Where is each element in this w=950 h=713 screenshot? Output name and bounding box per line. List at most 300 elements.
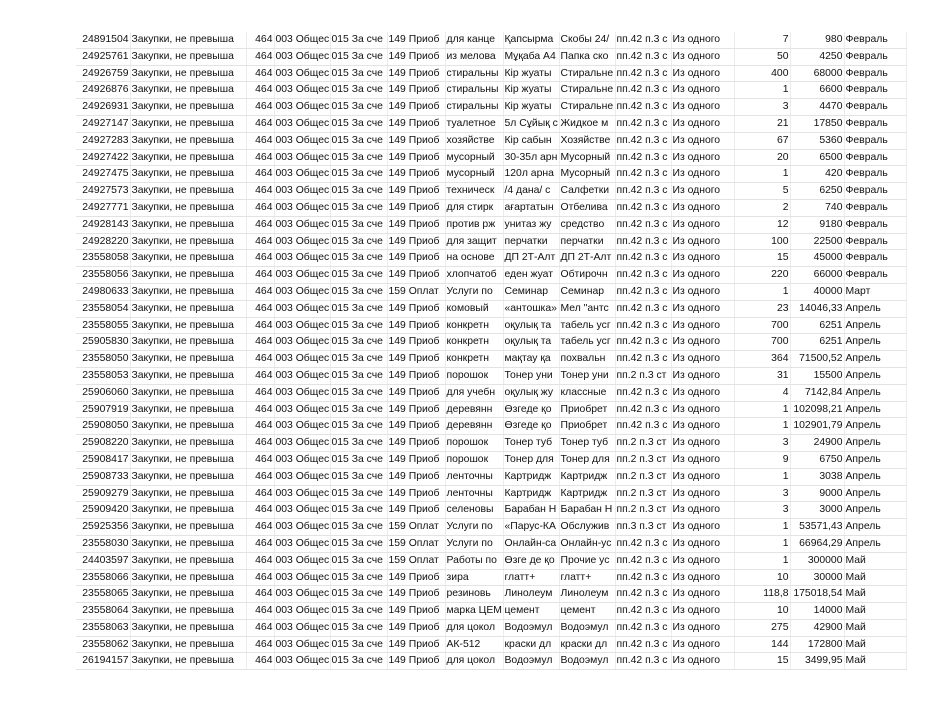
- org-cell[interactable]: 003 Общес: [274, 166, 330, 183]
- name-ru-cell[interactable]: Тонер для: [559, 451, 615, 468]
- purpose-cell[interactable]: порошок: [445, 451, 503, 468]
- name-kz-cell[interactable]: Тонер уни: [503, 367, 559, 384]
- purpose-cell[interactable]: Работы по: [445, 552, 503, 569]
- name-kz-cell[interactable]: 120л арна: [503, 166, 559, 183]
- month-cell[interactable]: Май: [844, 619, 906, 636]
- fund-cell[interactable]: 015 За сче: [330, 619, 387, 636]
- purpose-cell[interactable]: туалетное: [445, 115, 503, 132]
- code-cell[interactable]: 464: [246, 401, 274, 418]
- code-cell[interactable]: 464: [246, 149, 274, 166]
- code-cell[interactable]: 464: [246, 334, 274, 351]
- fund-cell[interactable]: 015 За сче: [330, 418, 387, 435]
- id-cell[interactable]: 23558050: [76, 351, 130, 368]
- code-cell[interactable]: 464: [246, 32, 274, 48]
- code-cell[interactable]: 464: [246, 115, 274, 132]
- legal-basis-cell[interactable]: пп.42 п.3 с: [615, 535, 671, 552]
- legal-basis-cell[interactable]: пп.42 п.3 с: [615, 586, 671, 603]
- id-cell[interactable]: 24926876: [76, 82, 130, 99]
- legal-basis-cell[interactable]: пп.42 п.3 с: [615, 233, 671, 250]
- quantity-cell[interactable]: 1: [734, 401, 790, 418]
- name-kz-cell[interactable]: Картридж: [503, 485, 559, 502]
- procurement-method-cell[interactable]: Закупки, не превыша: [130, 283, 246, 300]
- article-cell[interactable]: 149 Приоб: [387, 115, 445, 132]
- article-cell[interactable]: 149 Приоб: [387, 636, 445, 653]
- quantity-cell[interactable]: 15: [734, 250, 790, 267]
- source-cell[interactable]: Из одного: [671, 166, 734, 183]
- name-ru-cell[interactable]: цемент: [559, 603, 615, 620]
- fund-cell[interactable]: 015 За сче: [330, 351, 387, 368]
- name-kz-cell[interactable]: унитаз жу: [503, 216, 559, 233]
- month-cell[interactable]: Февраль: [844, 99, 906, 116]
- source-cell[interactable]: Из одного: [671, 267, 734, 284]
- source-cell[interactable]: Из одного: [671, 317, 734, 334]
- code-cell[interactable]: 464: [246, 132, 274, 149]
- procurement-method-cell[interactable]: Закупки, не превыша: [130, 183, 246, 200]
- purpose-cell[interactable]: конкретн: [445, 334, 503, 351]
- procurement-method-cell[interactable]: Закупки, не превыша: [130, 418, 246, 435]
- quantity-cell[interactable]: 3: [734, 435, 790, 452]
- amount-cell[interactable]: 6250: [790, 183, 844, 200]
- fund-cell[interactable]: 015 За сче: [330, 82, 387, 99]
- code-cell[interactable]: 464: [246, 250, 274, 267]
- legal-basis-cell[interactable]: пп.42 п.3 с: [615, 334, 671, 351]
- code-cell[interactable]: 464: [246, 267, 274, 284]
- quantity-cell[interactable]: 364: [734, 351, 790, 368]
- quantity-cell[interactable]: 3: [734, 485, 790, 502]
- purpose-cell[interactable]: конкретн: [445, 317, 503, 334]
- legal-basis-cell[interactable]: пп.42 п.3 с: [615, 569, 671, 586]
- month-cell[interactable]: Май: [844, 653, 906, 670]
- quantity-cell[interactable]: 7: [734, 32, 790, 48]
- purpose-cell[interactable]: техническ: [445, 183, 503, 200]
- amount-cell[interactable]: 24900: [790, 435, 844, 452]
- name-kz-cell[interactable]: 30-35л арн: [503, 149, 559, 166]
- purpose-cell[interactable]: против рж: [445, 216, 503, 233]
- name-ru-cell[interactable]: Семинар: [559, 283, 615, 300]
- month-cell[interactable]: Апрель: [844, 435, 906, 452]
- code-cell[interactable]: 464: [246, 233, 274, 250]
- purpose-cell[interactable]: конкретн: [445, 351, 503, 368]
- article-cell[interactable]: 149 Приоб: [387, 351, 445, 368]
- name-kz-cell[interactable]: 5л Сұйық с: [503, 115, 559, 132]
- legal-basis-cell[interactable]: пп.42 п.3 с: [615, 65, 671, 82]
- source-cell[interactable]: Из одного: [671, 65, 734, 82]
- id-cell[interactable]: 25908050: [76, 418, 130, 435]
- org-cell[interactable]: 003 Общес: [274, 485, 330, 502]
- amount-cell[interactable]: 420: [790, 166, 844, 183]
- article-cell[interactable]: 149 Приоб: [387, 401, 445, 418]
- org-cell[interactable]: 003 Общес: [274, 183, 330, 200]
- id-cell[interactable]: 24928220: [76, 233, 130, 250]
- fund-cell[interactable]: 015 За сче: [330, 149, 387, 166]
- month-cell[interactable]: Апрель: [844, 384, 906, 401]
- id-cell[interactable]: 23558066: [76, 569, 130, 586]
- legal-basis-cell[interactable]: пп.42 п.3 с: [615, 132, 671, 149]
- procurement-method-cell[interactable]: Закупки, не превыша: [130, 435, 246, 452]
- name-ru-cell[interactable]: Папка ско: [559, 48, 615, 65]
- amount-cell[interactable]: 17850: [790, 115, 844, 132]
- id-cell[interactable]: 23558030: [76, 535, 130, 552]
- amount-cell[interactable]: 4250: [790, 48, 844, 65]
- fund-cell[interactable]: 015 За сче: [330, 65, 387, 82]
- name-kz-cell[interactable]: оқулық та: [503, 317, 559, 334]
- legal-basis-cell[interactable]: пп.42 п.3 с: [615, 32, 671, 48]
- purpose-cell[interactable]: комовый: [445, 300, 503, 317]
- id-cell[interactable]: 25909279: [76, 485, 130, 502]
- name-kz-cell[interactable]: Кір жуаты: [503, 82, 559, 99]
- id-cell[interactable]: 25925356: [76, 519, 130, 536]
- name-ru-cell[interactable]: Прочие ус: [559, 552, 615, 569]
- id-cell[interactable]: 25908220: [76, 435, 130, 452]
- name-ru-cell[interactable]: Стиральне: [559, 82, 615, 99]
- code-cell[interactable]: 464: [246, 552, 274, 569]
- purpose-cell[interactable]: для учебн: [445, 384, 503, 401]
- quantity-cell[interactable]: 50: [734, 48, 790, 65]
- org-cell[interactable]: 003 Общес: [274, 317, 330, 334]
- name-kz-cell[interactable]: Өзгеде қо: [503, 418, 559, 435]
- id-cell[interactable]: 24891504: [76, 32, 130, 48]
- amount-cell[interactable]: 71500,52: [790, 351, 844, 368]
- legal-basis-cell[interactable]: пп.42 п.3 с: [615, 48, 671, 65]
- amount-cell[interactable]: 6600: [790, 82, 844, 99]
- name-ru-cell[interactable]: Мусорный: [559, 166, 615, 183]
- id-cell[interactable]: 23558065: [76, 586, 130, 603]
- name-ru-cell[interactable]: Водоэмул: [559, 653, 615, 670]
- name-ru-cell[interactable]: ДП 2Т-Алт: [559, 250, 615, 267]
- org-cell[interactable]: 003 Общес: [274, 351, 330, 368]
- quantity-cell[interactable]: 15: [734, 653, 790, 670]
- purpose-cell[interactable]: деревянн: [445, 418, 503, 435]
- code-cell[interactable]: 464: [246, 183, 274, 200]
- procurement-method-cell[interactable]: Закупки, не превыша: [130, 267, 246, 284]
- amount-cell[interactable]: 66964,29: [790, 535, 844, 552]
- source-cell[interactable]: Из одного: [671, 636, 734, 653]
- procurement-method-cell[interactable]: Закупки, не превыша: [130, 65, 246, 82]
- name-ru-cell[interactable]: табель усг: [559, 317, 615, 334]
- source-cell[interactable]: Из одного: [671, 418, 734, 435]
- source-cell[interactable]: Из одного: [671, 283, 734, 300]
- month-cell[interactable]: Февраль: [844, 65, 906, 82]
- fund-cell[interactable]: 015 За сче: [330, 451, 387, 468]
- fund-cell[interactable]: 015 За сче: [330, 384, 387, 401]
- article-cell[interactable]: 149 Приоб: [387, 32, 445, 48]
- legal-basis-cell[interactable]: пп.42 п.3 с: [615, 166, 671, 183]
- id-cell[interactable]: 24927573: [76, 183, 130, 200]
- quantity-cell[interactable]: 3: [734, 502, 790, 519]
- month-cell[interactable]: Апрель: [844, 451, 906, 468]
- month-cell[interactable]: Февраль: [844, 32, 906, 48]
- month-cell[interactable]: Февраль: [844, 132, 906, 149]
- fund-cell[interactable]: 015 За сче: [330, 317, 387, 334]
- org-cell[interactable]: 003 Общес: [274, 300, 330, 317]
- name-kz-cell[interactable]: Өзгеде қо: [503, 401, 559, 418]
- fund-cell[interactable]: 015 За сче: [330, 603, 387, 620]
- source-cell[interactable]: Из одного: [671, 132, 734, 149]
- legal-basis-cell[interactable]: пп.42 п.3 с: [615, 183, 671, 200]
- article-cell[interactable]: 159 Оплат: [387, 535, 445, 552]
- id-cell[interactable]: 26194157: [76, 653, 130, 670]
- article-cell[interactable]: 149 Приоб: [387, 267, 445, 284]
- id-cell[interactable]: 25905830: [76, 334, 130, 351]
- name-ru-cell[interactable]: Тонер туб: [559, 435, 615, 452]
- fund-cell[interactable]: 015 За сче: [330, 216, 387, 233]
- quantity-cell[interactable]: 4: [734, 384, 790, 401]
- org-cell[interactable]: 003 Общес: [274, 435, 330, 452]
- quantity-cell[interactable]: 1: [734, 519, 790, 536]
- name-ru-cell[interactable]: Стиральне: [559, 65, 615, 82]
- org-cell[interactable]: 003 Общес: [274, 619, 330, 636]
- id-cell[interactable]: 24926759: [76, 65, 130, 82]
- source-cell[interactable]: Из одного: [671, 485, 734, 502]
- source-cell[interactable]: Из одного: [671, 183, 734, 200]
- name-ru-cell[interactable]: Картридж: [559, 468, 615, 485]
- org-cell[interactable]: 003 Общес: [274, 418, 330, 435]
- article-cell[interactable]: 149 Приоб: [387, 149, 445, 166]
- article-cell[interactable]: 149 Приоб: [387, 619, 445, 636]
- code-cell[interactable]: 464: [246, 435, 274, 452]
- name-ru-cell[interactable]: Обслужив: [559, 519, 615, 536]
- procurement-method-cell[interactable]: Закупки, не превыша: [130, 485, 246, 502]
- code-cell[interactable]: 464: [246, 82, 274, 99]
- name-ru-cell[interactable]: Приобрет: [559, 401, 615, 418]
- org-cell[interactable]: 003 Общес: [274, 115, 330, 132]
- org-cell[interactable]: 003 Общес: [274, 451, 330, 468]
- amount-cell[interactable]: 3499,95: [790, 653, 844, 670]
- name-ru-cell[interactable]: Хозяйстве: [559, 132, 615, 149]
- name-ru-cell[interactable]: перчатки: [559, 233, 615, 250]
- month-cell[interactable]: Апрель: [844, 367, 906, 384]
- name-ru-cell[interactable]: классные: [559, 384, 615, 401]
- legal-basis-cell[interactable]: пп.2 п.3 ст: [615, 435, 671, 452]
- name-ru-cell[interactable]: Скобы 24/: [559, 32, 615, 48]
- code-cell[interactable]: 464: [246, 166, 274, 183]
- legal-basis-cell[interactable]: пп.42 п.3 с: [615, 401, 671, 418]
- name-kz-cell[interactable]: Линолеум: [503, 586, 559, 603]
- fund-cell[interactable]: 015 За сче: [330, 334, 387, 351]
- legal-basis-cell[interactable]: пп.2 п.3 ст: [615, 468, 671, 485]
- name-kz-cell[interactable]: мақтау қа: [503, 351, 559, 368]
- quantity-cell[interactable]: 10: [734, 603, 790, 620]
- org-cell[interactable]: 003 Общес: [274, 334, 330, 351]
- id-cell[interactable]: 25906060: [76, 384, 130, 401]
- org-cell[interactable]: 003 Общес: [274, 65, 330, 82]
- procurement-method-cell[interactable]: Закупки, не превыша: [130, 115, 246, 132]
- id-cell[interactable]: 25908417: [76, 451, 130, 468]
- code-cell[interactable]: 464: [246, 300, 274, 317]
- quantity-cell[interactable]: 220: [734, 267, 790, 284]
- source-cell[interactable]: Из одного: [671, 300, 734, 317]
- id-cell[interactable]: 24927771: [76, 199, 130, 216]
- code-cell[interactable]: 464: [246, 384, 274, 401]
- article-cell[interactable]: 159 Оплат: [387, 519, 445, 536]
- source-cell[interactable]: Из одного: [671, 82, 734, 99]
- id-cell[interactable]: 24927475: [76, 166, 130, 183]
- source-cell[interactable]: Из одного: [671, 233, 734, 250]
- id-cell[interactable]: 25907919: [76, 401, 130, 418]
- procurement-method-cell[interactable]: Закупки, не превыша: [130, 317, 246, 334]
- article-cell[interactable]: 149 Приоб: [387, 48, 445, 65]
- amount-cell[interactable]: 6500: [790, 149, 844, 166]
- article-cell[interactable]: 149 Приоб: [387, 384, 445, 401]
- article-cell[interactable]: 149 Приоб: [387, 183, 445, 200]
- article-cell[interactable]: 149 Приоб: [387, 250, 445, 267]
- name-ru-cell[interactable]: средство: [559, 216, 615, 233]
- article-cell[interactable]: 149 Приоб: [387, 435, 445, 452]
- legal-basis-cell[interactable]: пп.42 п.3 с: [615, 418, 671, 435]
- article-cell[interactable]: 149 Приоб: [387, 468, 445, 485]
- name-kz-cell[interactable]: Кір жуаты: [503, 65, 559, 82]
- procurement-method-cell[interactable]: Закупки, не превыша: [130, 519, 246, 536]
- amount-cell[interactable]: 9180: [790, 216, 844, 233]
- fund-cell[interactable]: 015 За сче: [330, 485, 387, 502]
- month-cell[interactable]: Февраль: [844, 216, 906, 233]
- name-kz-cell[interactable]: еден жуат: [503, 267, 559, 284]
- name-ru-cell[interactable]: Стиральне: [559, 99, 615, 116]
- source-cell[interactable]: Из одного: [671, 149, 734, 166]
- quantity-cell[interactable]: 12: [734, 216, 790, 233]
- legal-basis-cell[interactable]: пп.2 п.3 ст: [615, 367, 671, 384]
- purpose-cell[interactable]: мусорный: [445, 149, 503, 166]
- source-cell[interactable]: Из одного: [671, 552, 734, 569]
- quantity-cell[interactable]: 1: [734, 82, 790, 99]
- fund-cell[interactable]: 015 За сче: [330, 283, 387, 300]
- amount-cell[interactable]: 68000: [790, 65, 844, 82]
- name-kz-cell[interactable]: «антошка»: [503, 300, 559, 317]
- id-cell[interactable]: 24927147: [76, 115, 130, 132]
- quantity-cell[interactable]: 1: [734, 166, 790, 183]
- purpose-cell[interactable]: марка ЦЕМ: [445, 603, 503, 620]
- month-cell[interactable]: Апрель: [844, 300, 906, 317]
- fund-cell[interactable]: 015 За сче: [330, 32, 387, 48]
- amount-cell[interactable]: 300000: [790, 552, 844, 569]
- amount-cell[interactable]: 9000: [790, 485, 844, 502]
- name-kz-cell[interactable]: Водоэмул: [503, 619, 559, 636]
- month-cell[interactable]: Май: [844, 586, 906, 603]
- code-cell[interactable]: 464: [246, 351, 274, 368]
- code-cell[interactable]: 464: [246, 468, 274, 485]
- amount-cell[interactable]: 102098,21: [790, 401, 844, 418]
- month-cell[interactable]: Февраль: [844, 166, 906, 183]
- article-cell[interactable]: 149 Приоб: [387, 166, 445, 183]
- procurement-method-cell[interactable]: Закупки, не превыша: [130, 250, 246, 267]
- code-cell[interactable]: 464: [246, 317, 274, 334]
- purpose-cell[interactable]: Услуги по: [445, 283, 503, 300]
- fund-cell[interactable]: 015 За сче: [330, 367, 387, 384]
- quantity-cell[interactable]: 700: [734, 317, 790, 334]
- legal-basis-cell[interactable]: пп.42 п.3 с: [615, 149, 671, 166]
- name-ru-cell[interactable]: похвальн: [559, 351, 615, 368]
- amount-cell[interactable]: 6251: [790, 334, 844, 351]
- org-cell[interactable]: 003 Общес: [274, 519, 330, 536]
- purpose-cell[interactable]: для стирк: [445, 199, 503, 216]
- code-cell[interactable]: 464: [246, 619, 274, 636]
- procurement-method-cell[interactable]: Закупки, не превыша: [130, 603, 246, 620]
- id-cell[interactable]: 23558058: [76, 250, 130, 267]
- id-cell[interactable]: 25909420: [76, 502, 130, 519]
- name-kz-cell[interactable]: Кір жуаты: [503, 99, 559, 116]
- code-cell[interactable]: 464: [246, 603, 274, 620]
- name-kz-cell[interactable]: перчатки: [503, 233, 559, 250]
- quantity-cell[interactable]: 67: [734, 132, 790, 149]
- legal-basis-cell[interactable]: пп.42 п.3 с: [615, 603, 671, 620]
- article-cell[interactable]: 149 Приоб: [387, 99, 445, 116]
- amount-cell[interactable]: 7142,84: [790, 384, 844, 401]
- legal-basis-cell[interactable]: пп.42 п.3 с: [615, 619, 671, 636]
- code-cell[interactable]: 464: [246, 451, 274, 468]
- code-cell[interactable]: 464: [246, 653, 274, 670]
- amount-cell[interactable]: 45000: [790, 250, 844, 267]
- code-cell[interactable]: 464: [246, 283, 274, 300]
- id-cell[interactable]: 25908733: [76, 468, 130, 485]
- org-cell[interactable]: 003 Общес: [274, 653, 330, 670]
- quantity-cell[interactable]: 1: [734, 283, 790, 300]
- purpose-cell[interactable]: порошок: [445, 367, 503, 384]
- purpose-cell[interactable]: зира: [445, 569, 503, 586]
- article-cell[interactable]: 149 Приоб: [387, 132, 445, 149]
- code-cell[interactable]: 464: [246, 519, 274, 536]
- legal-basis-cell[interactable]: пп.42 п.3 с: [615, 115, 671, 132]
- purpose-cell[interactable]: стиральны: [445, 82, 503, 99]
- id-cell[interactable]: 24925761: [76, 48, 130, 65]
- article-cell[interactable]: 149 Приоб: [387, 367, 445, 384]
- fund-cell[interactable]: 015 За сче: [330, 250, 387, 267]
- month-cell[interactable]: Апрель: [844, 418, 906, 435]
- fund-cell[interactable]: 015 За сче: [330, 267, 387, 284]
- org-cell[interactable]: 003 Общес: [274, 32, 330, 48]
- name-kz-cell[interactable]: Семинар: [503, 283, 559, 300]
- source-cell[interactable]: Из одного: [671, 502, 734, 519]
- source-cell[interactable]: Из одного: [671, 32, 734, 48]
- fund-cell[interactable]: 015 За сче: [330, 468, 387, 485]
- source-cell[interactable]: Из одного: [671, 367, 734, 384]
- name-ru-cell[interactable]: Мел "антс: [559, 300, 615, 317]
- fund-cell[interactable]: 015 За сче: [330, 569, 387, 586]
- purpose-cell[interactable]: стиральны: [445, 65, 503, 82]
- fund-cell[interactable]: 015 За сче: [330, 535, 387, 552]
- procurement-method-cell[interactable]: Закупки, не превыша: [130, 636, 246, 653]
- legal-basis-cell[interactable]: пп.42 п.3 с: [615, 384, 671, 401]
- procurement-method-cell[interactable]: Закупки, не превыша: [130, 32, 246, 48]
- name-kz-cell[interactable]: Мұқаба А4: [503, 48, 559, 65]
- fund-cell[interactable]: 015 За сче: [330, 99, 387, 116]
- quantity-cell[interactable]: 400: [734, 65, 790, 82]
- id-cell[interactable]: 23558054: [76, 300, 130, 317]
- name-ru-cell[interactable]: Водоэмул: [559, 619, 615, 636]
- fund-cell[interactable]: 015 За сче: [330, 502, 387, 519]
- source-cell[interactable]: Из одного: [671, 334, 734, 351]
- month-cell[interactable]: Февраль: [844, 233, 906, 250]
- purpose-cell[interactable]: хлопчатоб: [445, 267, 503, 284]
- purpose-cell[interactable]: хозяйстве: [445, 132, 503, 149]
- quantity-cell[interactable]: 2: [734, 199, 790, 216]
- quantity-cell[interactable]: 700: [734, 334, 790, 351]
- procurement-method-cell[interactable]: Закупки, не превыша: [130, 569, 246, 586]
- id-cell[interactable]: 23558055: [76, 317, 130, 334]
- procurement-method-cell[interactable]: Закупки, не превыша: [130, 535, 246, 552]
- id-cell[interactable]: 23558064: [76, 603, 130, 620]
- name-kz-cell[interactable]: «Парус-КА: [503, 519, 559, 536]
- fund-cell[interactable]: 015 За сче: [330, 166, 387, 183]
- amount-cell[interactable]: 53571,43: [790, 519, 844, 536]
- procurement-method-cell[interactable]: Закупки, не превыша: [130, 99, 246, 116]
- procurement-method-cell[interactable]: Закупки, не превыша: [130, 48, 246, 65]
- fund-cell[interactable]: 015 За сче: [330, 653, 387, 670]
- procurement-method-cell[interactable]: Закупки, не превыша: [130, 653, 246, 670]
- quantity-cell[interactable]: 118,8: [734, 586, 790, 603]
- name-ru-cell[interactable]: Жидкое м: [559, 115, 615, 132]
- amount-cell[interactable]: 14000: [790, 603, 844, 620]
- month-cell[interactable]: Апрель: [844, 317, 906, 334]
